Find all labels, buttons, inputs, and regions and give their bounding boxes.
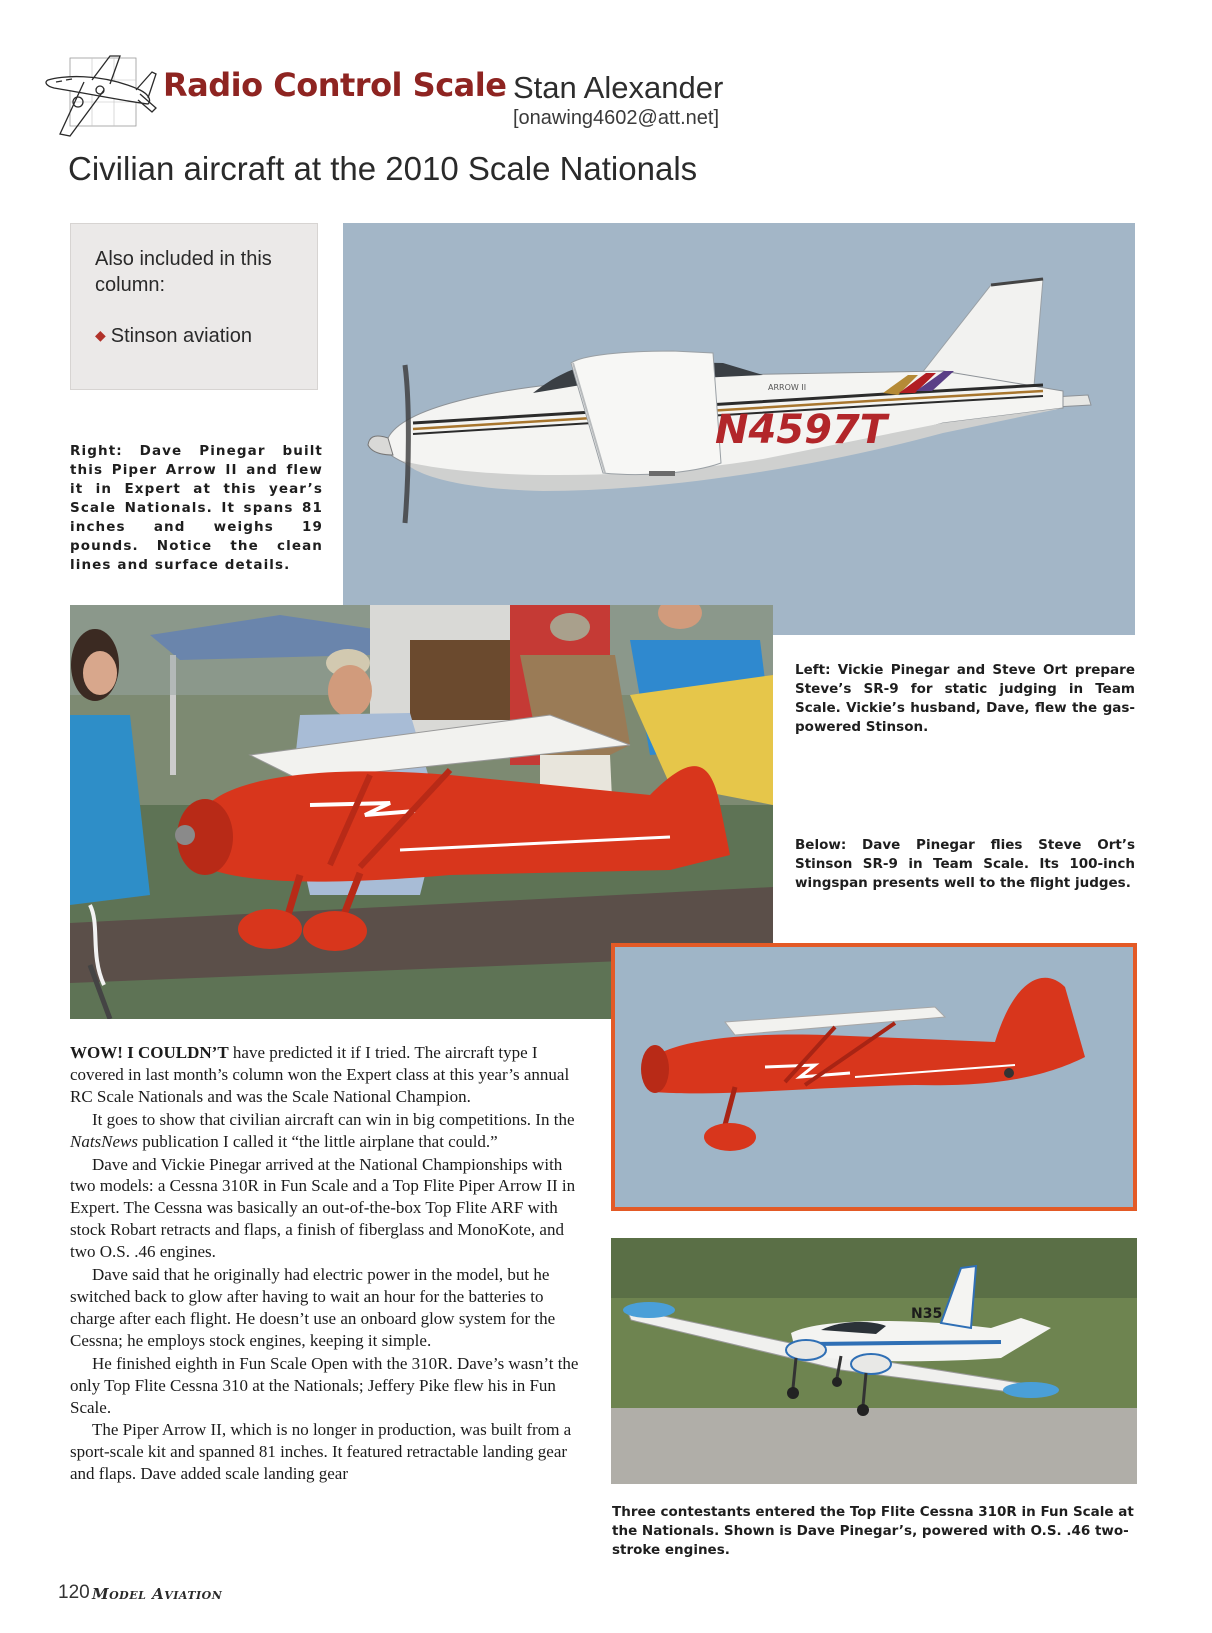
cessna-registration: N35 xyxy=(911,1306,943,1322)
caption-stinson-static: Left: Vickie Pinegar and Steve Ort prepare Steve’s SR-9 for static judging in Team Scale. Vickie’s husband, Dave, flew the gas-powered Stinson. xyxy=(795,662,1135,735)
article-headline: Civilian aircraft at the 2010 Scale Nationals xyxy=(68,150,698,187)
dc3-airplane-sketch-icon xyxy=(40,50,158,146)
body-paragraph-6: The Piper Arrow II, which is no longer in production, was built from a sport-scale kit and spanned 81 inches. It featured retractable landing gear and flaps. Dave added scale landing gear xyxy=(70,1420,572,1484)
also-included-item-label: Stinson aviation xyxy=(110,325,252,347)
column-title: Radio Control Scale xyxy=(163,66,507,104)
body-paragraph-5: He finished eighth in Fun Scale Open with the 310R. Dave’s wasn’t the only Top Flite Cessna 310 at the Nationals; Jeffery Pike flew his in Fun Scale. xyxy=(70,1353,579,1417)
lead-in: WOW! I COULDN’T xyxy=(70,1043,229,1062)
body-paragraph-4: Dave said that he originally had electric power in the model, but he switched back to glow after having to wait an hour for the batteries to charge after each flight. He doesn’t use an onboard glow system for the Cessna; he employs stock engines, keeping it simple. xyxy=(70,1265,556,1350)
photo-stinson-flight xyxy=(611,943,1137,1211)
also-included-box xyxy=(70,223,318,390)
body-paragraph-2 xyxy=(70,1109,582,1153)
article-body xyxy=(70,1042,582,1486)
author-name: Stan Alexander xyxy=(513,70,724,105)
also-included-title: Also included in this column: xyxy=(95,248,272,296)
caption-stinson-flight: Below: Dave Pinegar flies Steve Ort’s Stinson SR-9 in Team Scale. Its 100-inch wingspan presents well to the flight judges. xyxy=(795,837,1135,891)
arrow-model-label: ARROW II xyxy=(768,383,807,392)
body-p1-text: have predicted it if I tried. The aircraft type I covered in last month’s column won the Expert class at this year’s annual RC Scale Nationals and was the Scale National Champion. xyxy=(70,1043,570,1106)
author-email: [onawing4602@att.net] xyxy=(513,107,720,129)
caption-cessna: Three contestants entered the Top Flite Cessna 310R in Fun Scale at the Nationals. Shown is Dave Pinegar’s, powered with O.S. .46 two-stroke engines. xyxy=(612,1504,1134,1558)
arrow-registration: N4597T xyxy=(715,407,888,453)
natsnews-title: NatsNews xyxy=(70,1131,139,1151)
body-paragraph-1 xyxy=(70,1042,582,1108)
body-p2-start: It goes to show that civilian aircraft can win in big competitions. In the xyxy=(92,1109,575,1129)
page-number: 120 xyxy=(58,1582,90,1603)
body-p2-end: publication I called it “the little airplane that could.” xyxy=(138,1131,498,1151)
body-paragraph-3: Dave and Vickie Pinegar arrived at the National Championships with two models: a Cessna 310R in Fun Scale and a Top Flite Piper Arrow II in Expert. The Cessna was basically an out-of-the-box Top Flite ARF with stock Robart retracts and flaps, a finish of fiberglass and MonoKote, and two O.S. .46 engines. xyxy=(70,1154,576,1262)
caption-piper-arrow: Right: Dave Pinegar built this Piper Arrow II and flew it in Expert at this year’s Scale Nationals. It spans 81 inches and weighs 19 pounds. Notice the clean lines and surface details. xyxy=(70,443,323,573)
bullet-icon: ◆ xyxy=(95,327,106,343)
magazine-name: Model Aviation xyxy=(92,1585,223,1603)
photo-piper-arrow xyxy=(343,223,1135,635)
photo-cessna-310r xyxy=(611,1238,1137,1484)
also-included-item xyxy=(95,322,297,349)
